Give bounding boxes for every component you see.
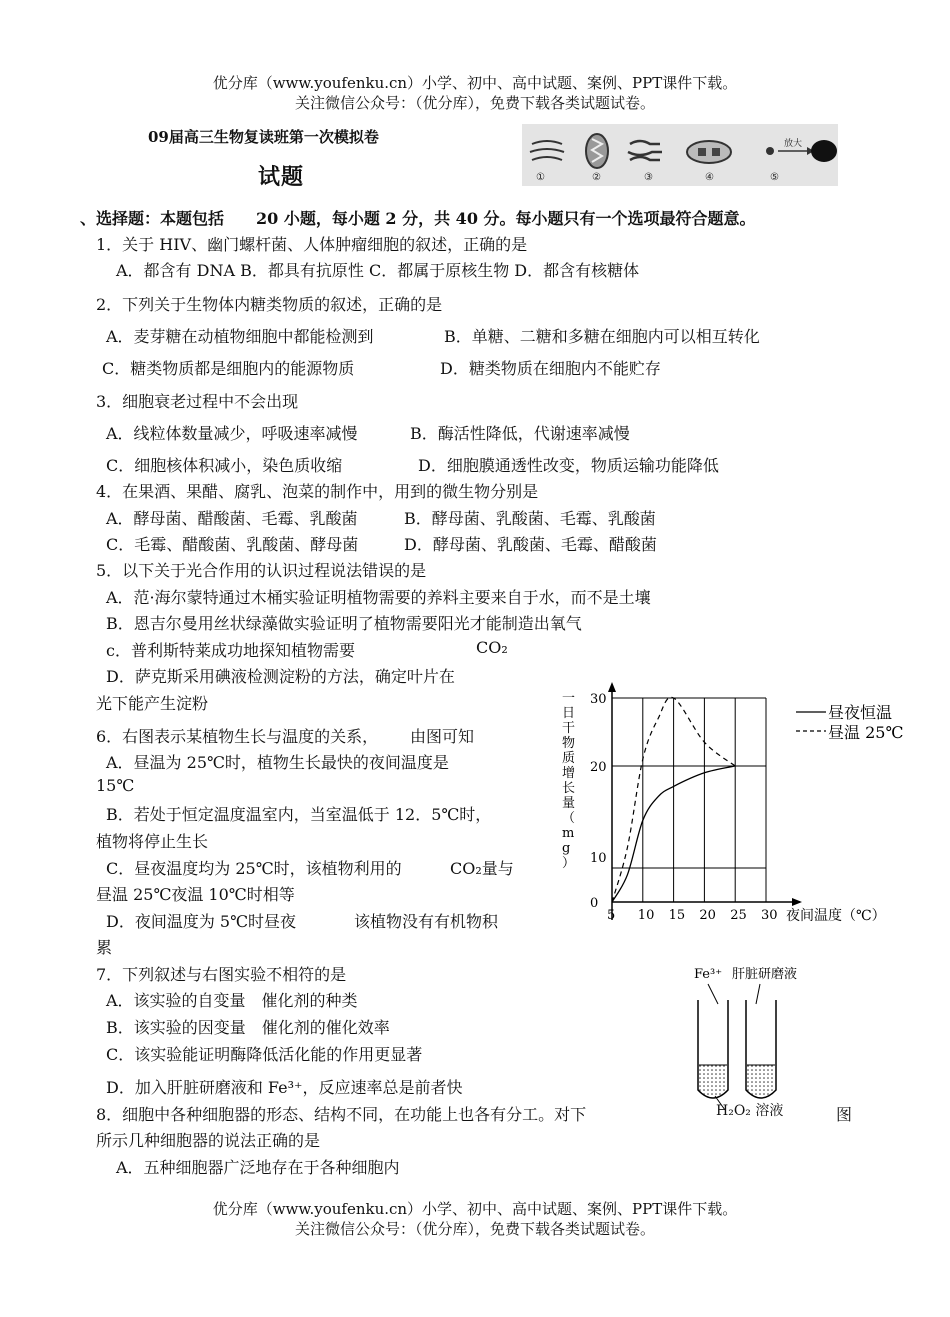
organelle-figure <box>522 124 838 186</box>
organelle-mitochondrion-icon <box>586 134 608 168</box>
y-label-char: ） <box>562 856 576 871</box>
q2-stem: 2．下列关于生物体内糖类物质的叙述，正确的是 <box>96 295 443 314</box>
y-label-char: 量 <box>562 796 576 811</box>
q4-stem: 4．在果酒、果醋、腐乳、泡菜的制作中，用到的微生物分别是 <box>96 482 539 501</box>
q6-option-d-line1: D．夜间温度为 5℃时昼夜 <box>106 912 296 931</box>
y-tick-label: 10 <box>590 851 607 866</box>
q4-option-c: C．毛霉、醋酸菌、乳酸菌、酵母菌 <box>106 535 359 554</box>
q8-stem-figure-ref: 图 <box>836 1105 853 1124</box>
q5-stem: 5．以下关于光合作用的认识过程说法错误的是 <box>96 561 427 580</box>
test-tube-right <box>746 1000 776 1098</box>
q5-option-d-line1: D．萨克斯采用碘液检测淀粉的方法，确定叶片在 <box>106 667 455 686</box>
exam-subtitle: 试题 <box>258 164 305 190</box>
y-label-char: 干 <box>562 721 576 736</box>
q6-option-b-line2: 植物将停止生长 <box>96 832 209 851</box>
q7-stem: 7．下列叙述与右图实验不相符的是 <box>96 965 347 984</box>
q7-option-c: C．该实验能证明酶降低活化能的作用更显著 <box>106 1045 423 1064</box>
q6-option-c-co2: CO₂量与 <box>450 859 514 878</box>
test-tube-left <box>698 1000 728 1098</box>
y-tick-label: 30 <box>590 692 607 707</box>
liver-pointer <box>756 984 760 1004</box>
chart-y-label <box>562 691 575 871</box>
q4-option-b: B．酵母菌、乳酸菌、毛霉、乳酸菌 <box>404 509 656 528</box>
q7-option-b: B．该实验的因变量 催化剂的催化效率 <box>106 1018 390 1037</box>
y-tick-label: 20 <box>590 760 607 775</box>
q4-option-d: D．酵母菌、乳酸菌、毛霉、醋酸菌 <box>404 535 657 554</box>
chart-x-label: 夜间温度（℃） <box>786 908 886 924</box>
x-tick-label: 30 <box>761 908 778 923</box>
q6-option-d-mid: 该植物没有有机物积 <box>354 912 499 931</box>
x-tick-label: 5 <box>607 908 616 923</box>
organelle-label-3: ③ <box>644 172 653 183</box>
q8-option-a: A．五种细胞器广泛地存在于各种细胞内 <box>116 1158 400 1177</box>
y-label-char: （ <box>562 811 576 826</box>
chart-y-axis-arrow <box>608 682 616 692</box>
q6-option-c-line2: 昼温 25℃夜温 10℃时相等 <box>96 885 295 904</box>
organelle-arrow-text: 放大 <box>784 139 803 149</box>
organelle-label-5: ⑤ <box>770 172 779 183</box>
chart-x-ticks <box>607 908 778 923</box>
q6-option-a-line1: A．昼温为 25℃时，植物生长最快的夜间温度是 <box>106 753 449 772</box>
fe-label: Fe³⁺ <box>694 967 723 982</box>
x-tick-label: 25 <box>730 908 747 923</box>
fe-pointer <box>708 984 718 1004</box>
q8-stem-line2: 所示几种细胞器的说法正确的是 <box>96 1131 321 1150</box>
footer-line-1: 优分库（www.youfenku.cn）小学、初中、高中试题、案例、PPT课件下载。 <box>212 1200 738 1218</box>
q2-option-c: C．糖类物质都是细胞内的能源物质 <box>102 359 355 378</box>
q1-options: A．都含有 DNA B．都具有抗原性 C．都属于原核生物 D．都含有核糖体 <box>116 261 640 280</box>
header-line-2: 关注微信公众号：（优分库），免费下载各类试题试卷。 <box>294 94 655 112</box>
q6-stem-end: 由图可知 <box>410 727 475 746</box>
footer-line-2: 关注微信公众号：（优分库），免费下载各类试题试卷。 <box>294 1220 655 1238</box>
y-label-char: m <box>562 826 575 841</box>
y-label-char: 增 <box>562 766 576 781</box>
q6-option-b-line1: B．若处于恒定温度温室内，当室温低于 12．5℃时， <box>106 805 492 824</box>
y-label-char: 质 <box>562 751 576 766</box>
q5-option-d-line2: 光下能产生淀粉 <box>96 694 209 713</box>
q7-testtube-figure <box>670 960 820 1120</box>
q7-option-d: D．加入肝脏研磨液和 Fe³⁺，反应速率总是前者快 <box>106 1078 463 1097</box>
organelle-figure-bg <box>522 124 838 186</box>
organelle-label-4: ④ <box>705 172 714 183</box>
h2o2-label: H₂O₂ 溶液 <box>716 1103 784 1119</box>
chart-grid <box>612 698 766 902</box>
x-tick-label: 15 <box>668 908 686 923</box>
q3-option-c: C．细胞核体积减小，染色质收缩 <box>106 456 343 475</box>
liver-label: 肝脏研磨液 <box>732 967 798 982</box>
q2-option-d: D．糖类物质在细胞内不能贮存 <box>440 359 661 378</box>
q6-chart <box>530 680 910 950</box>
legend-solid-label: 昼夜恒温 <box>828 703 893 722</box>
organelle-label-2: ② <box>592 172 601 183</box>
q3-option-b: B．酶活性降低，代谢速率减慢 <box>410 424 630 443</box>
organelle-chloroplast-icon <box>687 141 731 163</box>
q8-stem-line1: 8．细胞中各种细胞器的形态、结构不同，在功能上也各有分工。对下 <box>96 1105 587 1124</box>
q6-option-d-line2: 累 <box>96 938 113 957</box>
q2-option-b: B．单糖、二糖和多糖在细胞内可以相互转化 <box>444 327 760 346</box>
y-label-char: 长 <box>562 781 576 796</box>
q4-option-a: A．酵母菌、醋酸菌、毛霉、乳酸菌 <box>106 509 358 528</box>
q6-option-c-line1: C．昼夜温度均为 25℃时，该植物利用的 <box>106 859 402 878</box>
q5-option-c: c．普利斯特莱成功地探知植物需要 <box>106 641 355 660</box>
q2-option-a: A．麦芽糖在动植物细胞中都能检测到 <box>106 327 374 346</box>
q1-stem: 1．关于 HIV、幽门螺杆菌、人体肿瘤细胞的叙述，正确的是 <box>96 235 528 254</box>
y-label-char: 日 <box>562 706 576 721</box>
x-tick-label: 10 <box>637 908 655 923</box>
q5-option-c-co2: CO₂ <box>476 638 508 657</box>
organelle-label-1: ① <box>536 172 545 183</box>
legend-dashed-label: 昼温 25℃ <box>828 723 904 742</box>
header-line-1: 优分库（www.youfenku.cn）小学、初中、高中试题、案例、PPT课件下载。 <box>212 74 738 92</box>
q3-option-d: D．细胞膜通透性改变，物质运输功能降低 <box>418 456 719 475</box>
y-label-char: 一 <box>562 691 576 706</box>
chart-y-ticks <box>590 692 607 911</box>
x-tick-label: 20 <box>699 908 716 923</box>
q7-option-a: A．该实验的自变量 催化剂的种类 <box>106 991 358 1010</box>
y-tick-label: 0 <box>590 896 599 911</box>
q6-stem: 6．右图表示某植物生长与温度的关系， <box>96 727 379 746</box>
q5-option-b: B．恩吉尔曼用丝状绿藻做实验证明了植物需要阳光才能制造出氧气 <box>106 614 582 633</box>
q5-option-a: A．范·海尔蒙特通过木桶实验证明植物需要的养料主要来自于水，而不是土壤 <box>106 588 651 607</box>
q6-option-a-line2: 15℃ <box>96 776 135 795</box>
q3-option-a: A．线粒体数量减少，呼吸速率减慢 <box>106 424 358 443</box>
chart-x-axis-arrow <box>792 898 802 906</box>
y-label-char: 物 <box>562 736 576 751</box>
section-heading: 、选择题：本题包括 20 小题，每小题 2 分，共 40 分。每小题只有一个选项最符合题意。 <box>80 209 756 228</box>
q3-stem: 3．细胞衰老过程中不会出现 <box>96 392 299 411</box>
exam-title: 09届高三生物复读班第一次模拟卷 <box>148 128 379 146</box>
y-label-char: g <box>562 841 571 856</box>
